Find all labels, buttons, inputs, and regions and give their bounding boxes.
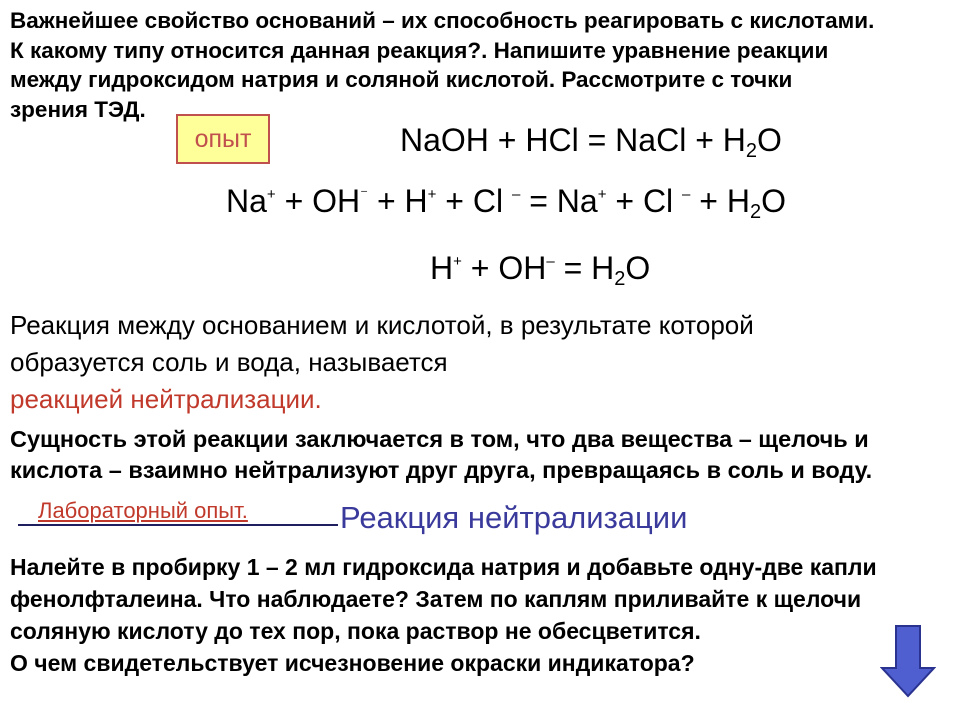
instructions-text — [10, 551, 955, 679]
lab-experiment-link[interactable]: Лабораторный опыт. — [38, 498, 248, 523]
divider-line — [18, 524, 338, 526]
essence-line: Сущность этой реакции заключается в том, что два вещества – щелочь и — [10, 426, 869, 452]
definition-line: Реакция между основанием и кислотой, в результате которой — [10, 310, 754, 340]
intro-line: К какому типу относится данная реакция?. Напишите уравнение реакции — [10, 37, 829, 63]
definition-line: образуется соль и вода, называется реакцией нейтрализации. — [10, 344, 955, 418]
instruction-line: Налейте в пробирку 1 – 2 мл гидроксида натрия и добавьте одну-две капли — [10, 554, 877, 580]
down-arrow-icon[interactable] — [880, 624, 936, 698]
instruction-line: фенолфталеина. Что наблюдаете? Затем по каплям приливайте к щелочи — [10, 586, 862, 612]
instruction-line: О чем свидетельствует исчезновение окраски индикатора? — [10, 650, 695, 676]
experiment-button[interactable]: опыт — [176, 114, 270, 164]
intro-line: зрения ТЭД. — [10, 96, 146, 122]
full-ionic-equation: Na+ + OH⁻ + H+ + Cl – = Na+ + Cl $^- + H_2O$ — [226, 183, 786, 223]
neutralization-term: реакцией нейтрализации. — [10, 384, 322, 414]
intro-line: Важнейшее свойство оснований – их способность реагировать с кислотами. — [10, 8, 875, 33]
essence-line: кислота – взаимно нейтрализуют друг друга, превращаясь в соль и воду. — [10, 457, 873, 483]
section-heading: Реакция нейтрализации — [340, 500, 688, 535]
short-ionic-equation: $H^+ + OH^- = H_2O$ — [430, 250, 651, 290]
definition-text — [10, 307, 955, 418]
intro-text — [10, 6, 955, 124]
essence-text — [10, 424, 955, 486]
intro-line: между гидроксидом натрия и соляной кислотой. Рассмотрите с точки — [10, 67, 793, 92]
instruction-line: соляную кислоту до тех пор, пока раствор не обесцветится. — [10, 618, 701, 644]
molecular-equation: NaOH + HCl = NaCl + $H_2O$ — [400, 122, 782, 162]
